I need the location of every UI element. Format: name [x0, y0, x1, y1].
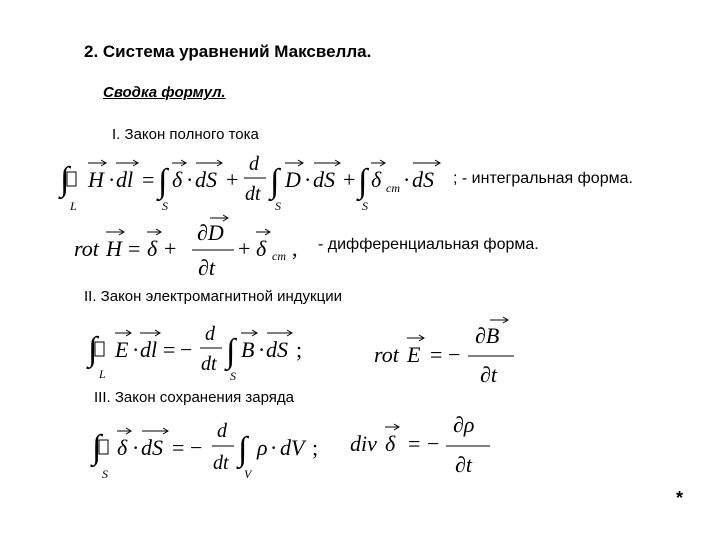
contour-integral-symbol: ∫	[60, 161, 70, 198]
math-symbol: ∫	[358, 163, 368, 200]
math-symbol: S	[230, 369, 236, 383]
math-symbol: B	[241, 337, 255, 362]
math-symbol: =	[408, 431, 421, 456]
math-symbol: cm	[272, 249, 286, 263]
equation-charge-integral	[90, 420, 318, 481]
math-symbol: S	[102, 467, 108, 481]
math-symbol: d	[205, 323, 215, 345]
math-symbol: ·	[258, 337, 266, 362]
math-symbol: −	[427, 431, 440, 456]
math-symbol: cm	[386, 181, 400, 195]
math-symbol: d	[217, 420, 227, 442]
math-symbol: ·	[403, 167, 411, 192]
math-symbol: −	[448, 342, 461, 367]
math-symbol: ·	[132, 435, 140, 460]
math-symbol: δ	[385, 431, 396, 456]
math-symbol: ∂D	[197, 220, 224, 245]
math-symbol: rot	[74, 236, 99, 261]
math-symbol: dt	[245, 183, 261, 205]
page-subtitle: Сводка формул.	[103, 84, 226, 101]
math-symbol: S	[362, 199, 368, 213]
math-symbol: dS	[195, 167, 217, 192]
math-symbol: H	[106, 236, 122, 261]
math-symbol: dV	[280, 435, 305, 460]
math-symbol: ∫	[92, 429, 102, 466]
math-symbol: ·	[132, 337, 140, 362]
math-symbol: D	[285, 167, 301, 192]
math-symbol: ;	[296, 337, 303, 362]
math-symbol: ·	[186, 167, 194, 192]
math-symbol: ∂t	[480, 362, 497, 387]
contour-L-label: L	[70, 199, 77, 213]
math-symbol: dl	[140, 337, 158, 362]
footer-mark: *	[676, 488, 684, 508]
math-symbol: dt	[213, 452, 229, 474]
math-symbol: =	[172, 435, 185, 460]
math-symbol: dt	[201, 353, 217, 375]
differential-form-note: - дифференциальная форма.	[318, 236, 539, 253]
math-symbol: ∫	[270, 163, 280, 200]
math-symbol: −	[190, 435, 203, 460]
equation-induction-integral	[86, 323, 302, 383]
math-symbol: dS	[141, 435, 163, 460]
math-symbol: =	[142, 167, 155, 192]
math-symbol: ∂B	[475, 323, 500, 348]
math-symbol: δ	[172, 167, 183, 192]
math-symbol: E	[407, 342, 421, 367]
section-heading-induction: II. Закон электромагнитной индукции	[84, 288, 342, 305]
math-symbol: dS	[313, 167, 335, 192]
math-symbol: ∫	[88, 331, 98, 368]
math-symbol: ∂t	[455, 452, 472, 477]
math-symbol: =	[128, 236, 141, 261]
equation-total-current-integral	[58, 153, 440, 213]
page-title: 2. Система уравнений Максвелла.	[84, 42, 372, 61]
math-symbol: dS	[266, 337, 288, 362]
math-symbol: =	[430, 342, 443, 367]
math-symbol: ;	[312, 435, 319, 460]
math-symbol: dS	[412, 167, 434, 192]
math-symbol: δ	[147, 236, 158, 261]
math-symbol: E	[115, 337, 129, 362]
equation-total-current-differential	[74, 215, 298, 280]
integral-form-note: ; - интегральная форма.	[453, 170, 633, 187]
math-symbol: +	[226, 167, 239, 192]
math-symbol: V	[244, 467, 252, 481]
equation-charge-differential	[350, 412, 490, 477]
math-symbol: d	[249, 153, 259, 175]
math-symbol: ∫	[238, 431, 248, 468]
math-symbol: δ	[256, 236, 267, 261]
math-symbol: ∫	[226, 333, 236, 370]
math-symbol: +	[164, 236, 177, 261]
math-symbol: ∂t	[198, 255, 215, 280]
section-heading-total-current: I. Закон полного тока	[112, 126, 259, 143]
math-symbol: +	[343, 167, 356, 192]
eq1-H: H	[88, 167, 104, 192]
math-symbol: ,	[292, 236, 298, 261]
eq1-dl: dl	[116, 167, 134, 192]
math-symbol: S	[275, 199, 281, 213]
math-symbol: ∂ρ	[453, 412, 475, 437]
math-symbol: div	[350, 431, 377, 456]
math-symbol: δ	[117, 435, 128, 460]
math-symbol: −	[180, 337, 193, 362]
math-symbol: =	[163, 337, 176, 362]
math-symbol: ·	[270, 435, 278, 460]
math-symbol: δ	[371, 167, 382, 192]
math-symbol: ρ	[257, 435, 268, 460]
math-symbol: rot	[374, 342, 399, 367]
math-symbol: +	[238, 236, 251, 261]
section-heading-charge-conservation: III. Закон сохранения заряда	[94, 389, 294, 406]
math-symbol: ·	[108, 167, 116, 192]
math-symbol: ∫	[158, 163, 168, 200]
math-symbol: S	[162, 199, 168, 213]
equation-induction-differential	[374, 317, 514, 387]
math-symbol: L	[99, 367, 106, 381]
math-symbol: ·	[304, 167, 312, 192]
